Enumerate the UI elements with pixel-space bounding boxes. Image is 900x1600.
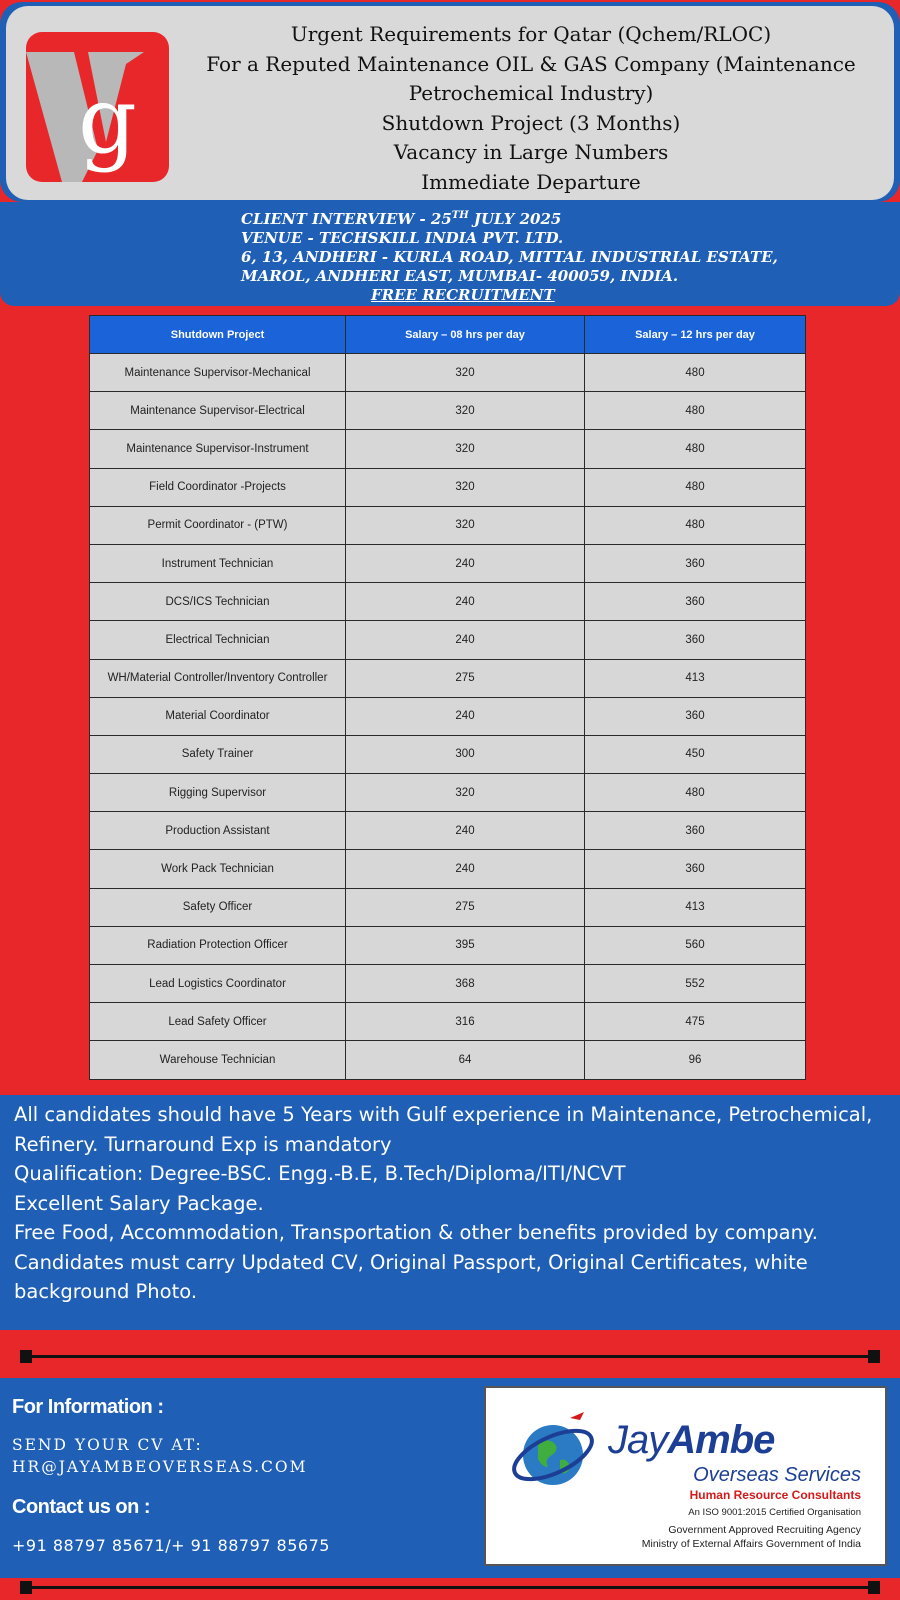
table-row	[90, 812, 806, 850]
table-row	[90, 926, 806, 964]
cell-salary-12h: 480	[585, 430, 806, 468]
table-row	[90, 544, 806, 582]
cell-salary-8h: 275	[346, 888, 585, 926]
cell-salary-8h: 368	[346, 965, 585, 1003]
header-line-2: For a Reputed Maintenance OIL & GAS Company (Maintenance	[206, 51, 856, 76]
header-line-4: Shutdown Project (3 Months)	[381, 110, 681, 135]
cell-salary-8h: 240	[346, 812, 585, 850]
header-panel	[6, 6, 894, 200]
cell-position: Radiation Protection Officer	[90, 926, 346, 964]
table-row	[90, 1003, 806, 1041]
interview-band	[0, 202, 900, 306]
cell-salary-8h: 316	[346, 1003, 585, 1041]
interview-address-1: 6, 13, ANDHERI - KURLA ROAD, MITTAL INDUSTRIAL ESTATE,	[241, 248, 778, 266]
table-row	[90, 392, 806, 430]
cell-salary-8h: 240	[346, 850, 585, 888]
divider-line	[22, 1355, 878, 1358]
cell-salary-12h: 360	[585, 850, 806, 888]
header-line-5: Vacancy in Large Numbers	[393, 140, 669, 164]
cell-position: Production Assistant	[90, 812, 346, 850]
vg-logo	[26, 32, 169, 182]
cell-position: Maintenance Supervisor-Electrical	[90, 392, 346, 430]
cell-salary-8h: 320	[346, 354, 585, 392]
interview-details	[241, 206, 778, 305]
salary-table	[89, 315, 806, 1080]
interview-venue: VENUE - TECHSKILL INDIA PVT. LTD.	[241, 229, 564, 247]
cell-position: Instrument Technician	[90, 544, 346, 582]
table-row	[90, 735, 806, 773]
cell-salary-8h: 320	[346, 774, 585, 812]
company-name: JayAmbe	[608, 1418, 775, 1462]
cell-salary-12h: 480	[585, 774, 806, 812]
cell-position: Lead Logistics Coordinator	[90, 965, 346, 1003]
table-row	[90, 621, 806, 659]
salary-table-wrap	[89, 315, 805, 1080]
cell-salary-8h: 240	[346, 697, 585, 735]
cell-position: Safety Officer	[90, 888, 346, 926]
cell-salary-12h: 413	[585, 659, 806, 697]
table-row	[90, 774, 806, 812]
cell-salary-12h: 360	[585, 544, 806, 582]
table-row	[90, 583, 806, 621]
company-subtitle: Overseas Services	[693, 1464, 861, 1486]
cell-salary-8h: 240	[346, 583, 585, 621]
cell-salary-12h: 360	[585, 812, 806, 850]
interview-address-2: MAROL, ANDHERI EAST, MUMBAI- 400059, INDIA.	[241, 267, 679, 285]
cell-salary-8h: 300	[346, 735, 585, 773]
send-cv-label: SEND YOUR CV AT:	[12, 1436, 203, 1454]
cell-salary-12h: 360	[585, 583, 806, 621]
cell-position: WH/Material Controller/Inventory Controller	[90, 659, 346, 697]
cell-position: Permit Coordinator - (PTW)	[90, 506, 346, 544]
requirement-item: All candidates should have 5 Years with Gulf experience in Maintenance, Petrochemical, Refinery. Turnaround Exp is mandatory	[14, 1103, 873, 1156]
gov-line-1: Government Approved Recruiting Agency	[668, 1524, 861, 1536]
cell-position: Warehouse Technician	[90, 1041, 346, 1079]
cell-salary-8h: 320	[346, 468, 585, 506]
table-row	[90, 354, 806, 392]
vg-logo-icon	[26, 32, 169, 182]
globe-icon	[508, 1410, 598, 1500]
table-row	[90, 1041, 806, 1079]
free-recruitment: FREE RECRUITMENT	[371, 286, 555, 304]
requirement-item: Qualification: Degree-BSC. Engg.-B.E, B.Tech/Diploma/ITI/NCVT	[14, 1162, 626, 1185]
cell-salary-12h: 480	[585, 392, 806, 430]
svg-text:g: g	[78, 67, 137, 174]
cell-salary-8h: 64	[346, 1041, 585, 1079]
cell-position: Work Pack Technician	[90, 850, 346, 888]
cell-position: DCS/ICS Technician	[90, 583, 346, 621]
cell-salary-8h: 320	[346, 392, 585, 430]
table-row	[90, 965, 806, 1003]
cell-salary-8h: 320	[346, 506, 585, 544]
cell-salary-8h: 240	[346, 621, 585, 659]
table-row	[90, 506, 806, 544]
table-row	[90, 659, 806, 697]
cell-salary-12h: 560	[585, 926, 806, 964]
company-tagline: Human Resource Consultants	[689, 1488, 861, 1502]
header-line-1: Urgent Requirements for Qatar (Qchem/RLOC)	[290, 22, 772, 46]
cell-position: Field Coordinator -Projects	[90, 468, 346, 506]
header-banner	[0, 2, 900, 202]
cell-salary-12h: 480	[585, 468, 806, 506]
contact-title: Contact us on :	[12, 1496, 151, 1518]
requirement-item: Free Food, Accommodation, Transportation & other benefits provided by company.	[14, 1221, 818, 1244]
header-position: Shutdown Project	[90, 316, 346, 354]
company-iso: An ISO 9001:2015 Certified Organisation	[688, 1507, 861, 1518]
requirement-item: Candidates must carry Updated CV, Original Passport, Original Certificates, white background Photo.	[14, 1250, 808, 1303]
cell-position: Safety Trainer	[90, 735, 346, 773]
footer-band	[0, 1378, 900, 1578]
cell-salary-12h: 475	[585, 1003, 806, 1041]
header-salary-8h: Salary – 08 hrs per day	[346, 316, 585, 354]
header-line-6: Immediate Departure	[421, 169, 641, 194]
requirements-text	[14, 1100, 894, 1307]
table-row	[90, 850, 806, 888]
cell-position: Maintenance Supervisor-Instrument	[90, 430, 346, 468]
cell-position: Maintenance Supervisor-Mechanical	[90, 354, 346, 392]
cell-position: Lead Safety Officer	[90, 1003, 346, 1041]
cell-salary-12h: 480	[585, 506, 806, 544]
cell-salary-8h: 240	[346, 544, 585, 582]
table-row	[90, 430, 806, 468]
cell-position: Material Coordinator	[90, 697, 346, 735]
requirements-band	[0, 1095, 900, 1330]
cell-salary-12h: 552	[585, 965, 806, 1003]
cell-salary-8h: 395	[346, 926, 585, 964]
cell-salary-12h: 96	[585, 1041, 806, 1079]
cell-position: Rigging Supervisor	[90, 774, 346, 812]
requirement-item: Excellent Salary Package.	[14, 1191, 264, 1215]
header-title-block	[186, 20, 876, 197]
divider-line-bottom	[22, 1586, 878, 1589]
cell-salary-12h: 413	[585, 888, 806, 926]
cell-salary-12h: 360	[585, 697, 806, 735]
company-logo-card	[484, 1386, 887, 1566]
cell-salary-8h: 275	[346, 659, 585, 697]
cell-position: Electrical Technician	[90, 621, 346, 659]
table-row	[90, 697, 806, 735]
phone-numbers[interactable]: +91 88797 85671/+ 91 88797 85675	[12, 1536, 330, 1555]
header-line-3: Petrochemical Industry)	[408, 81, 654, 105]
email-link[interactable]: HR@JAYAMBEOVERSEAS.COM	[12, 1458, 308, 1476]
interview-date: CLIENT INTERVIEW - 25TH JULY 2025	[241, 210, 562, 228]
table-header-row	[90, 316, 806, 354]
company-gov	[642, 1523, 861, 1551]
cell-salary-12h: 360	[585, 621, 806, 659]
info-title: For Information :	[12, 1396, 164, 1418]
table-row	[90, 468, 806, 506]
cell-salary-12h: 450	[585, 735, 806, 773]
gov-line-2: Ministry of External Affairs Government of India	[641, 1538, 861, 1550]
header-salary-12h: Salary – 12 hrs per day	[585, 316, 806, 354]
cell-salary-8h: 320	[346, 430, 585, 468]
cell-salary-12h: 480	[585, 354, 806, 392]
table-row	[90, 888, 806, 926]
